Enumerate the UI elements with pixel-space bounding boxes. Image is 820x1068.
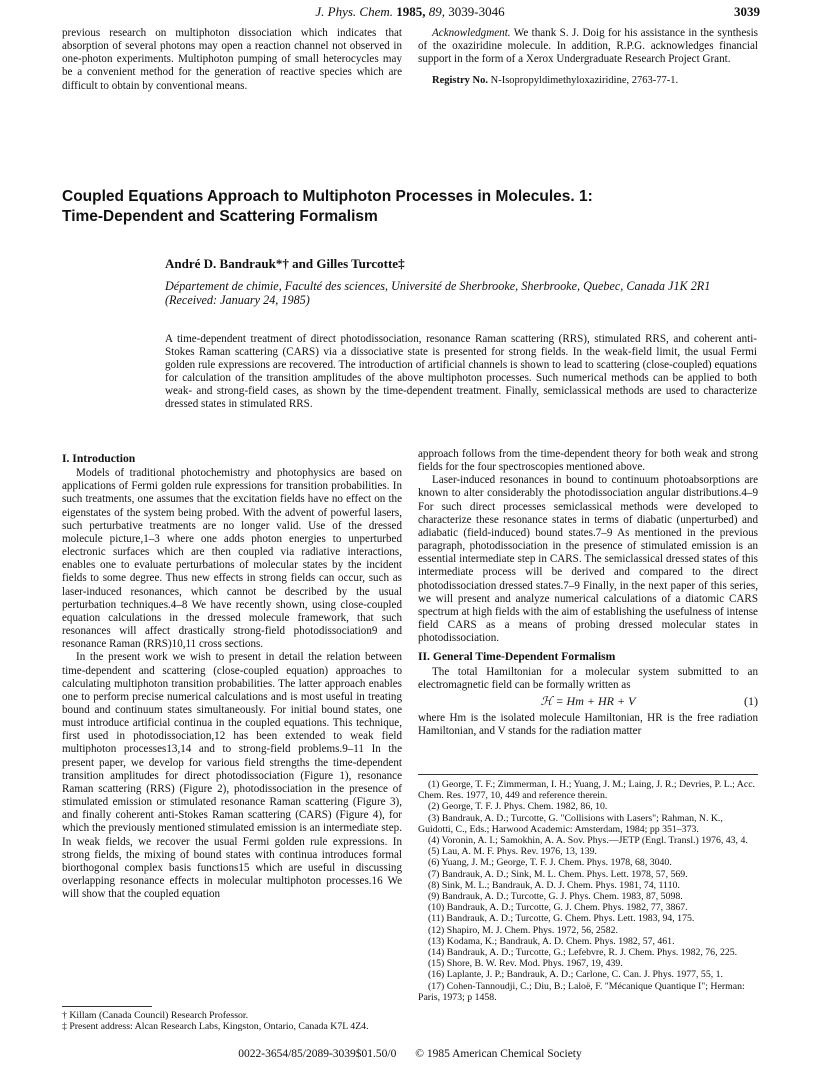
article-abstract: A time-dependent treatment of direct photodissociation, resonance Raman scattering (RRS), stimulated RRS, and coherent anti-Stokes Raman scattering (CARS) via a dissociative state is presented for strong fields. In the weak-field limit, the usual Fermi golden rule expressions are recovered. The introduction of artificial channels is shown to lead to scattering (close-coupled) equations for calculation of the transition amplitudes of the above multiphoton processes. Such numerical methods can be applied to both weak- and strong-field cases, as shown by the time-dependent treatment. Finally, semiclassical methods are used to characterize dressed states in stimulated RRS.: [165, 333, 757, 411]
right-column: [418, 448, 758, 738]
registry-line: [418, 74, 758, 87]
equation-expression: ℋ = Hm + HR + V: [540, 693, 636, 708]
journal-volume: 89,: [428, 4, 446, 19]
article-authors: André D. Bandrauk*† and Gilles Turcotte‡: [165, 256, 405, 271]
reference-item: (10) Bandrauk, A. D.; Turcotte, G. J. Chem. Phys. 1982, 77, 3867.: [428, 902, 688, 914]
received-date: (Received: January 24, 1985): [165, 293, 310, 307]
body-paragraph: Models of traditional photochemistry and photophysics are based on applications of Fermi golden rule expressions for transition probabilities. In such treatments, one assumes that the excitation fields have no effect on the eigenstates of the system being probed. With the advent of powerful lasers, such perturbative treatments are no longer valid. Use of the dressed molecule picture,1–3 where one adds photon energies to unperturbed electronic surfaces which are then coupled via radiative interactions, enables one to evaluate perturbations of molecular states by the incident fields to some degree. Thus new effects in strong fields can occur, such as laser-induced resonances, which cannot be described by the usual perturbation techniques.4–8 We have recently shown, using close-coupled equation calculations in the dressed molecule framework, that such resonances will affect drastically strong-field photodissociation9 and resonance Raman (RRS)10,11 cross sections.: [62, 467, 402, 651]
section-heading-formalism: II. General Time-Dependent Formalism: [418, 650, 616, 664]
running-header: [60, 4, 760, 24]
journal-pages: 3039-3046: [448, 4, 505, 19]
reference-item: (6) Yuang, J. M.; George, T. F. J. Chem. Phys. 1978, 68, 3040.: [428, 857, 672, 869]
reference-item: (3) Bandrauk, A. D.; Turcotte, G. "Collisions with Lasers"; Rahman, N. K., Guidotti, C., Eds.; Harwood Academic: Amsterdam, 1984; pp 351–373.: [418, 812, 723, 835]
reference-item: (7) Bandrauk, A. D.; Sink, M. L. Chem. Phys. Lett. 1978, 57, 569.: [428, 868, 688, 880]
reference-item: (9) Bandrauk, A. D.; Turcotte, G. J. Phys. Chem. 1983, 87, 5098.: [428, 891, 683, 903]
page-footer: [0, 1048, 820, 1060]
reference-item: (17) Cohen-Tannoudji, C.; Diu, B.; Laloë, F. "Mécanique Quantique I"; Herman: Paris, 1973; p 1458.: [418, 980, 745, 1003]
page-number: 3039: [734, 4, 760, 19]
body-paragraph: where Hm is the isolated molecule Hamiltonian, HR is the free radiation Hamiltonian, and V stands for the radiation matter: [418, 711, 758, 738]
footnote-item: † Killam (Canada Council) Research Professor.: [62, 1010, 249, 1021]
author-footnotes: [62, 1010, 402, 1032]
reference-item: (1) George, T. F.; Zimmerman, I. H.; Yuang, J. M.; Laing, J. R.; Devries, P. L.; Acc. Chem. Res. 1977, 10, 449 and reference therein.: [418, 779, 756, 802]
equation-number: (1): [744, 693, 758, 708]
equation-1: [418, 695, 758, 708]
acknowledgment-text: We thank S. J. Doig for his assistance in the synthesis of the oxaziridine molecule. In addition, R.P.G. acknowledges financial support in the form of a Xerox Undergraduate Research Project Grant.: [418, 27, 758, 66]
reference-item: (15) Shore, B. W. Rev. Mod. Phys. 1967, 19, 439.: [428, 958, 623, 970]
reference-item: (16) Laplante, J. P.; Bandrauk, A. D.; Carlone, C. Can. J. Phys. 1977, 55, 1.: [428, 969, 723, 981]
reference-item: (2) George, T. F. J. Phys. Chem. 1982, 86, 10.: [428, 801, 608, 813]
footnote-item: ‡ Present address: Alcan Research Labs, Kingston, Ontario, Canada K7L 4Z4.: [62, 1021, 369, 1033]
article-title-line2: Time-Dependent and Scattering Formalism: [62, 208, 378, 225]
footnote-divider: [62, 1006, 152, 1007]
journal-citation: [60, 4, 760, 20]
section-heading-introduction: I. Introduction: [62, 452, 136, 465]
journal-name: J. Phys. Chem.: [315, 4, 394, 19]
reference-item: (12) Shapiro, M. J. Chem. Phys. 1972, 56, 2582.: [428, 924, 618, 936]
reference-item: (13) Kodama, K.; Bandrauk, A. D. Chem. Phys. 1982, 57, 461.: [428, 935, 675, 947]
affiliation-text: Département de chimie, Faculté des sciences, Université de Sherbrooke, Sherbrooke, Quebec, Canada J1K 2R1: [165, 279, 711, 293]
previous-article-paragraph: previous research on multiphoton dissociation which indicates that absorption of several photons may open a reaction channel not observed in one-photon experiments. Multiphoton pumping of small heterocycles may be a convenient method for the generation of reactive species which are difficult to obtain by conventional means.: [62, 27, 402, 92]
body-paragraph: The total Hamiltonian for a molecular system submitted to an electromagnetic field can be formally written as: [418, 665, 758, 691]
body-paragraph: approach follows from the time-dependent theory for both weak and strong fields for the four spectroscopies mentioned above.: [418, 448, 758, 474]
article-title-line1: Coupled Equations Approach to Multiphoton Processes in Molecules. 1:: [62, 188, 593, 205]
previous-article-text: [62, 27, 402, 93]
acknowledgment-block: [418, 27, 758, 88]
registry-label: Registry No.: [432, 75, 488, 87]
acknowledgment-label: Acknowledgment.: [432, 27, 511, 39]
references-divider: [418, 774, 758, 775]
reference-item: (14) Bandrauk, A. D.; Turcotte, G.; Lefebvre, R. J. Chem. Phys. 1982, 76, 225.: [428, 947, 738, 959]
copyright-notice: © 1985 American Chemical Society: [415, 1048, 582, 1060]
body-paragraph: Laser-induced resonances in bound to continuum photoabsorptions are known to alter considerably the photodissociation angular distributions.4–9 For such direct processes semiclassical methods were developed to characterize these resonance states in terms of diabatic (unperturbed) and adiabatic (field-induced) bound states.7–9 As mentioned in the previous paragraph, photodissociation in the presence of stimulated emission is an essential intermediate step in CARS. The semiclassical dressed states of this intermediate process will be derived and compared to the direct photodissociation dressed states.7–9 Finally, in the next paper of this series, we will present and analyze numerical calculations of a diatomic CARS spectrum at high fields with the aim of establishing the usefulness of intense field CARS as a means of probing dressed molecular states in photodissociation.: [418, 474, 758, 645]
journal-year: 1985,: [396, 4, 426, 19]
author-affiliation: [165, 279, 745, 307]
body-paragraph: In the present work we wish to present in detail the relation between time-dependent and scattering (close-coupled equation) approaches to calculating multiphoton transition probabilities. The latter approach enables one to perform precise numerical calculations and is most useful in treating bound and continuum states simultaneously. For initial bound states, one must introduce artificial continua in the coupled equations. This technique, first used in photodissociation,12 has been extended to weak field multiphoton processes13,14 and to strong-field problems.9–11 In the present paper, we develop for various field strengths the time-dependent transition amplitudes for direct photodissociation (Figure 1), resonance Raman scattering (RRS) (Figure 2), photodissociation in the presence of stimulated emission or stimulated resonance Raman scattering (Figure 3), and finally coherent anti-Stokes Raman scattering (CARS) (Figure 4), for which the previously mentioned stimulated emission is an intermediate step. In weak fields, we recover the usual Fermi golden rule expressions. In strong fields, the mixing of bound states with continua introduces formal biorthogonal complex basis functions15 which are useful in discussing overlapping resonance effects in molecular multiphoton processes.16 We will show that the coupled equation: [62, 651, 402, 901]
references-list: [418, 779, 758, 1003]
reference-item: (4) Voronin, A. I.; Samokhin, A. A. Sov. Phys.—JETP (Engl. Transl.) 1976, 43, 4.: [428, 835, 748, 847]
registry-text: N-Isopropyldimethyloxaziridine, 2763-77-1.: [490, 75, 679, 87]
article-title: [62, 187, 762, 227]
reference-item: (11) Bandrauk, A. D.; Turcotte, G. Chem. Phys. Lett. 1983, 94, 175.: [428, 913, 695, 925]
left-column: [62, 452, 402, 901]
reference-item: (5) Lau, A. M. F. Phys. Rev. 1976, 13, 139.: [428, 846, 597, 858]
reference-item: (8) Sink, M. L.; Bandrauk, A. D. J. Chem. Phys. 1981, 74, 1110.: [428, 879, 680, 891]
article-code: 0022-3654/85/2089-3039$01.50/0: [238, 1048, 397, 1060]
